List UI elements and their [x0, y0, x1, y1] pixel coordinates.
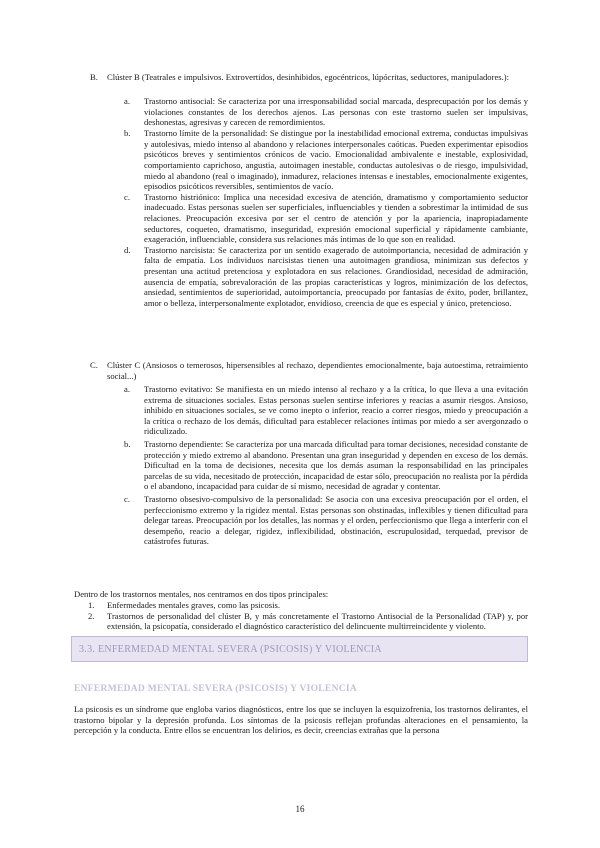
cluster-c-list: [124, 384, 528, 547]
item-label: c.: [124, 493, 130, 504]
page-number: 16: [295, 804, 305, 814]
item-text: Trastorno antisocial: Se caracteriza por una irresponsabilidad social marcada, desprecupación por los demás y violaciones constantes de los derechos ajenos. Las personas con este trastorno suelen ser impulsivas, deshonestas, agresivas y carecen de remordimientos.: [144, 96, 528, 128]
item-number: 1.: [88, 600, 95, 610]
item-text: Enfermedades mentales graves, como las psicosis.: [107, 600, 281, 610]
item-label: a.: [124, 384, 130, 394]
item-label: d.: [124, 244, 131, 255]
list-item: [124, 128, 528, 192]
item-label: a.: [124, 96, 130, 106]
cluster-c-heading: [74, 360, 528, 381]
list-item: [124, 245, 528, 309]
item-label: c.: [124, 191, 130, 202]
list-item: [88, 611, 528, 632]
item-label: b.: [124, 128, 131, 139]
item-text: Trastornos de personalidad del clúster B, y más concretamente el Trastorno Antisocial de la Personalidad (TAP) y, por extensión, la psicopatía, considerado el diagnóstico característico del delincuente multirreincidente y violento.: [107, 610, 528, 632]
cluster-c-text: Clúster C (Ansiosos o temerosos, hipersensibles al rechazo, dependientes emocionalmente, baja autoestima, retraimiento social...): [107, 360, 528, 381]
cluster-c-label: C.: [90, 360, 98, 370]
section-title: 3.3. ENFERMEDAD MENTAL SEVERA (PSICOSIS) Y VIOLENCIA: [79, 644, 382, 655]
main-types-list: [88, 600, 528, 632]
item-text: Trastorno dependiente: Se caracteriza por una marcada dificultad para tomar decisiones, necesidad constante de protección y miedo extremo al abandono. Presentan una gran inseguridad y dependen en exceso de los demás. Dificultad en la toma de decisiones, necesita que los demás asuman la responsabilidad en las principales parcelas de su vida, necesitado de protección, incapacidad de estar sólo, preocupación no realista por la pérdida o el abandono, incapacidad para cuidar de sí mismo, necesidad de agradar y contentar.: [144, 438, 528, 492]
list-item: [124, 494, 528, 547]
item-text: Trastorno límite de la personalidad: Se distingue por la inestabilidad emocional extrema, conductas impulsivas y autolesivas, miedo intenso al abandono y relaciones interpersonales caóticas. Pueden experimentar episodios psicóticos breves y sentimientos crónicos de vacío. Emocionalidad ambivalente e inestable, explosividad, comportamiento caprichoso, angustia, autoimagen inestable, conductas autolesivas o de riesgo, impulsividad, miedo al abandono (real o imaginado), inmadurez, relaciones intensas e inestables, emocionalmente exigentes, episodios psicóticos reversibles, sentimientos de vacío.: [144, 128, 528, 192]
cluster-b-heading: [74, 72, 528, 83]
subheading: ENFERMEDAD MENTAL SEVERA (PSICOSIS) Y VIOLENCIA: [74, 684, 358, 694]
section-header: [71, 636, 528, 662]
item-text: Trastorno evitativo: Se manifiesta en un miedo intenso al rechazo y a la crítica, lo que lleva a una evitación extrema de situaciones sociales. Estas personas suelen sentirse inferiores y reacias a asumir riesgos. Ansioso, inhibido en situaciones sociales, se ve como inepto o inferior, reacio a correr riesgos, miedo y preocupación a la crítica o rechazo de los demás, dificultad para establecer relaciones íntimas por miedo a ser avergonzado o ridiculizado.: [144, 384, 528, 437]
list-item: [124, 439, 528, 492]
cluster-b-label: B.: [90, 72, 98, 82]
list-item: [124, 96, 528, 128]
cluster-b-text: Clúster B (Teatrales e impulsivos. Extrovertidos, desinhibidos, egocéntricos, lúpócritas, seductores, manipuladores.):: [107, 72, 510, 82]
item-text: Trastorno obsesivo-compulsivo de la personalidad: Se asocia con una excesiva preocupación por el orden, el perfeccionismo extremo y la rigidez mental. Estas personas son obstinadas, inflexibles y tienen dificultad para delegar tareas. Preocupación por los detalles, las normas y el orden, perfeccionismo que llega a interferir con el desempeño, reacio a delegar, rigidez, inflexibilidad, obstinación, escrupulosidad, terquedad, previsor de catástrofes futuras.: [144, 493, 528, 547]
list-item: [124, 384, 528, 437]
item-text: Trastorno histriónico: Implica una necesidad excesiva de atención, dramatismo y comportamiento seductor inadecuado. Estas personas suelen ser superficiales, influenciables y tienden a sobrestimar la intimidad de sus relaciones. Preocupación excesiva por ser el centro de atención y por la apariencia, inapropiadamente seductores, coqueteo, dramatismo, inseguridad, expresión emocional superficial y rápidamente cambiante, exageración, influenciable, considera sus relaciones más íntimas de lo que son en realidad.: [144, 191, 528, 245]
intro-text: Dentro de los trastornos mentales, nos centramos en dos tipos principales:: [74, 589, 329, 599]
item-label: b.: [124, 438, 131, 449]
body-paragraph: La psicosis es un síndrome que engloba varios diagnósticos, entre los que se incluyen la esquizofrenia, los trastornos delirantes, el trastorno bipolar y la depresión profunda. Los síntomas de la psicosis reflejan profundas alteraciones en el pensamiento, la percepción y la conducta. Entre ellos se encuentran los delirios, es decir, creencias extrañas que la persona: [74, 704, 528, 736]
cluster-b-list: [124, 96, 528, 308]
list-item: [88, 600, 528, 611]
item-number: 2.: [88, 610, 95, 621]
list-item: [124, 192, 528, 245]
item-text: Trastorno narcisista: Se caracteriza por un sentido exagerado de autoimportancia, necesidad de admiración y falta de empatía. Los individuos narcisistas tienen una autoimagen grandiosa, minimizan sus defectos y presentan una actitud pretenciosa y explotadora en sus relaciones. Grandiosidad, necesidad de admiración, ausencia de empatía, sobrevaloración de las propias características y logros, minimización de los defectos, ansiedad, sentimientos de superioridad, autoimportancia, preocupado por fantasías de éxito, poder, brillantez, amor o belleza, interpersonalmente explotador, envidioso, creencia de que es especial y único, pretencioso.: [144, 244, 528, 308]
